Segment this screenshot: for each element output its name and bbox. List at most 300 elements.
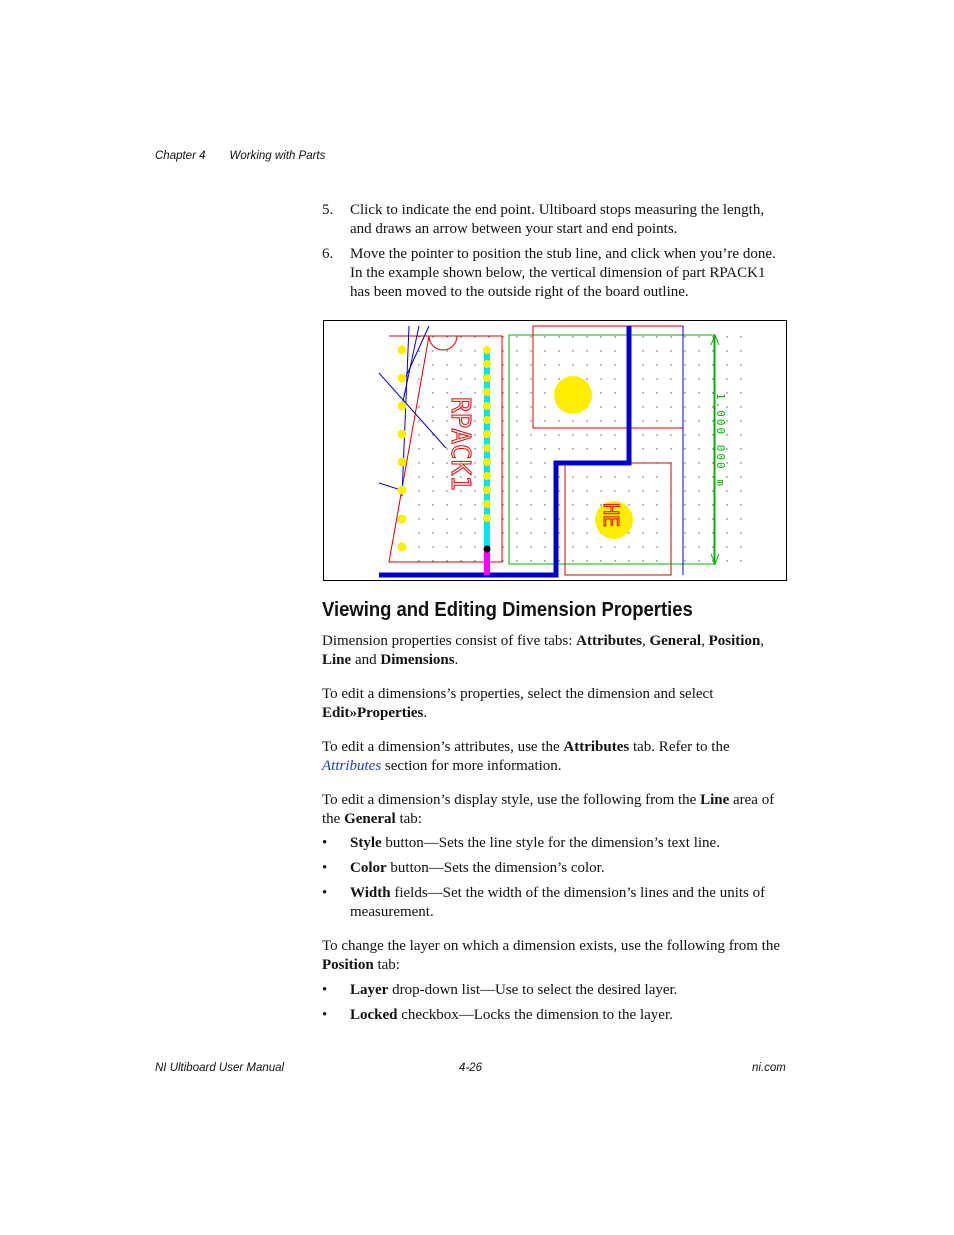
grid-dot xyxy=(474,560,475,561)
grid-dot xyxy=(544,350,545,351)
grid-dot xyxy=(586,504,587,505)
grid-dot xyxy=(544,518,545,519)
pad xyxy=(398,430,407,439)
tab-name-line: Line xyxy=(322,652,352,668)
attributes-link[interactable]: Attributes xyxy=(322,758,382,774)
grid-dot xyxy=(656,504,657,505)
grid-dot xyxy=(740,378,741,379)
footer-site: ni.com xyxy=(752,1062,786,1074)
grid-dot xyxy=(460,504,461,505)
pad xyxy=(398,515,407,524)
grid-dot xyxy=(544,476,545,477)
grid-dot xyxy=(698,392,699,393)
grid-dot xyxy=(516,560,517,561)
grid-dot xyxy=(684,476,685,477)
grid-dot xyxy=(628,476,629,477)
grid-dot xyxy=(684,490,685,491)
grid-dot xyxy=(642,546,643,547)
text-run: area of the xyxy=(322,792,775,827)
grid-dot xyxy=(516,504,517,505)
grid-dot xyxy=(474,518,475,519)
grid-dot xyxy=(712,476,713,477)
grid-dot xyxy=(474,350,475,351)
tab-name-general: General xyxy=(649,633,702,649)
pad xyxy=(483,430,491,438)
grid-dot xyxy=(502,546,503,547)
grid-dot xyxy=(600,490,601,491)
grid-dot xyxy=(740,504,741,505)
pad xyxy=(483,374,491,382)
text-run: . xyxy=(423,705,428,721)
grid-dot xyxy=(418,532,419,533)
grid-dot xyxy=(656,336,657,337)
item-text: button—Sets the line style for the dimension’s text line. xyxy=(381,835,720,851)
grid-dot xyxy=(572,518,573,519)
grid-dot xyxy=(418,364,419,365)
item-text: checkbox—Locks the dimension to the layer. xyxy=(397,1007,673,1023)
pad xyxy=(483,500,491,508)
grid-dot xyxy=(530,490,531,491)
list-item: • Locked checkbox—Locks the dimension to the layer. xyxy=(322,1007,673,1023)
grid-dot xyxy=(502,532,503,533)
grid-dot xyxy=(544,364,545,365)
item-term: Width xyxy=(350,885,391,901)
grid-dot xyxy=(712,364,713,365)
grid-dot xyxy=(712,420,713,421)
step-text: Move the pointer to position the stub line, and click when you’re done. In the example shown below, the vertical dimension of part RPACK1 has been moved to the outside right of the board outline. xyxy=(350,246,776,300)
grid-dot xyxy=(740,490,741,491)
grid-dot xyxy=(502,504,503,505)
grid-dot xyxy=(572,434,573,435)
grid-dot xyxy=(698,378,699,379)
grid-dot xyxy=(544,392,545,393)
grid-dot xyxy=(684,364,685,365)
grid-dot xyxy=(740,350,741,351)
item-term: Layer xyxy=(350,982,389,998)
footer-page-number: 4-26 xyxy=(459,1062,483,1074)
grid-dot xyxy=(628,490,629,491)
step-6 xyxy=(322,245,786,302)
grid-dot xyxy=(656,532,657,533)
grid-dot xyxy=(502,378,503,379)
grid-dot xyxy=(698,490,699,491)
grid-dot xyxy=(740,532,741,533)
grid-dot xyxy=(698,336,699,337)
grid-dot xyxy=(558,350,559,351)
grid-dot xyxy=(516,532,517,533)
grid-dot xyxy=(544,406,545,407)
grid-dot xyxy=(740,560,741,561)
grid-dot xyxy=(698,462,699,463)
grid-dot xyxy=(726,490,727,491)
grid-dot xyxy=(586,364,587,365)
grid-dot xyxy=(558,518,559,519)
grid-dot xyxy=(432,560,433,561)
grid-dot xyxy=(558,504,559,505)
grid-dot xyxy=(446,350,447,351)
paragraph-tabs xyxy=(322,632,786,670)
grid-dot xyxy=(684,336,685,337)
bullet-list-position xyxy=(322,981,786,1025)
pad xyxy=(398,374,407,383)
pad xyxy=(483,388,491,396)
grid-dot xyxy=(432,518,433,519)
footer-manual-title: NI Ultiboard User Manual xyxy=(155,1062,285,1074)
grid-dot xyxy=(698,420,699,421)
section-title: Viewing and Editing Dimension Properties xyxy=(322,598,693,621)
text-run: tab: xyxy=(395,811,422,827)
grid-dot xyxy=(726,532,727,533)
pad xyxy=(398,543,407,552)
grid-dot xyxy=(642,406,643,407)
grid-dot xyxy=(572,476,573,477)
grid-dot xyxy=(698,434,699,435)
grid-dot xyxy=(474,532,475,533)
grid-dot xyxy=(572,336,573,337)
text-run: section for more information. xyxy=(381,758,562,774)
grid-dot xyxy=(698,364,699,365)
grid-dot xyxy=(516,406,517,407)
text-run: , xyxy=(760,633,765,649)
grid-dot xyxy=(418,406,419,407)
grid-dot xyxy=(474,392,475,393)
grid-dot xyxy=(488,336,489,337)
pad xyxy=(483,514,491,522)
menu-path: Edit»Properties xyxy=(322,705,424,721)
grid-dot xyxy=(656,350,657,351)
grid-dot xyxy=(474,336,475,337)
grid-dot xyxy=(418,560,419,561)
grid-dot xyxy=(460,364,461,365)
grid-dot xyxy=(502,448,503,449)
grid-dot xyxy=(642,518,643,519)
grid-dot xyxy=(614,476,615,477)
grid-dot xyxy=(740,462,741,463)
grid-dot xyxy=(530,420,531,421)
grid-dot xyxy=(656,546,657,547)
pcb-drawing xyxy=(324,321,786,580)
item-term: Locked xyxy=(350,1007,398,1023)
grid-dot xyxy=(740,518,741,519)
grid-dot xyxy=(460,560,461,561)
grid-dot xyxy=(460,378,461,379)
thin-trace xyxy=(379,373,446,448)
grid-dot xyxy=(726,546,727,547)
text-run: tab. Refer to the xyxy=(629,739,730,755)
grid-dot xyxy=(698,546,699,547)
grid-dot xyxy=(558,364,559,365)
grid-dot xyxy=(642,476,643,477)
grid-dot xyxy=(544,560,545,561)
grid-dot xyxy=(642,364,643,365)
tab-name-dimensions: Dimensions xyxy=(380,652,455,668)
grid-dot xyxy=(418,350,419,351)
text-run: To change the layer on which a dimension exists, use the following from the xyxy=(322,938,781,954)
grid-dot xyxy=(474,504,475,505)
grid-dot xyxy=(516,392,517,393)
grid-dot xyxy=(544,462,545,463)
grid-dot xyxy=(726,336,727,337)
grid-dot xyxy=(684,518,685,519)
grid-dot xyxy=(432,546,433,547)
grid-dot xyxy=(502,392,503,393)
grid-dot xyxy=(600,434,601,435)
grid-dot xyxy=(516,462,517,463)
grid-dot xyxy=(432,364,433,365)
grid-dot xyxy=(418,546,419,547)
grid-dot xyxy=(740,448,741,449)
grid-dot xyxy=(656,392,657,393)
section-label: Working with Parts xyxy=(229,150,326,162)
grid-dot xyxy=(572,546,573,547)
big-pad-upper xyxy=(554,376,592,414)
grid-dot xyxy=(460,518,461,519)
text-run: and xyxy=(351,652,381,668)
grid-dot xyxy=(530,532,531,533)
tab-name-attributes: Attributes xyxy=(576,633,642,649)
grid-dot xyxy=(628,532,629,533)
grid-dot xyxy=(460,350,461,351)
grid-dot xyxy=(642,560,643,561)
grid-dot xyxy=(530,462,531,463)
grid-dot xyxy=(558,560,559,561)
grid-dot xyxy=(446,504,447,505)
grid-dot xyxy=(558,420,559,421)
grid-dot xyxy=(656,434,657,435)
grid-dot xyxy=(586,546,587,547)
grid-dot xyxy=(642,532,643,533)
grid-dot xyxy=(586,532,587,533)
he-label: HE xyxy=(599,503,623,528)
paragraph-attributes xyxy=(322,738,786,776)
grid-dot xyxy=(698,532,699,533)
grid-dot xyxy=(418,434,419,435)
grid-dot xyxy=(460,532,461,533)
grid-dot xyxy=(516,364,517,365)
grid-dot xyxy=(684,434,685,435)
steps-list xyxy=(322,201,786,302)
grid-dot xyxy=(740,420,741,421)
grid-dot xyxy=(600,448,601,449)
grid-dot xyxy=(656,406,657,407)
grid-dot xyxy=(544,434,545,435)
grid-dot xyxy=(502,406,503,407)
grid-dot xyxy=(544,336,545,337)
grid-dot xyxy=(670,434,671,435)
grid-dot xyxy=(418,420,419,421)
grid-dot xyxy=(726,560,727,561)
pad xyxy=(483,472,491,480)
grid-dot xyxy=(516,490,517,491)
grid-dot xyxy=(670,406,671,407)
grid-dot xyxy=(460,392,461,393)
grid-dot xyxy=(418,448,419,449)
grid-dot xyxy=(516,546,517,547)
grid-dot xyxy=(642,336,643,337)
grid-dot xyxy=(642,490,643,491)
list-item: • Layer drop-down list—Use to select the desired layer. xyxy=(322,982,678,998)
step-number: 5. xyxy=(322,202,334,218)
grid-dot xyxy=(516,518,517,519)
paragraph-edit-properties xyxy=(322,685,786,723)
grid-dot xyxy=(572,364,573,365)
grid-dot xyxy=(432,448,433,449)
list-item: • Width fields—Set the width of the dimension’s lines and the units of measurement. xyxy=(322,885,766,920)
grid-dot xyxy=(740,336,741,337)
grid-dot xyxy=(712,518,713,519)
grid-dot xyxy=(460,336,461,337)
grid-dot xyxy=(614,490,615,491)
grid-dot xyxy=(544,448,545,449)
thick-trace xyxy=(379,326,629,575)
grid-dot xyxy=(502,560,503,561)
grid-dot xyxy=(614,364,615,365)
item-term: Color xyxy=(350,860,387,876)
dimension-text: 1.000 000 m xyxy=(714,393,727,488)
grid-dot xyxy=(698,518,699,519)
grid-dot xyxy=(418,476,419,477)
grid-dot xyxy=(670,420,671,421)
grid-dot xyxy=(684,378,685,379)
grid-dot xyxy=(530,434,531,435)
grid-dot xyxy=(628,504,629,505)
grid-dot xyxy=(614,378,615,379)
grid-dot xyxy=(530,392,531,393)
pad xyxy=(398,486,407,495)
grid-dot xyxy=(656,364,657,365)
grid-dot xyxy=(432,476,433,477)
grid-dot xyxy=(502,420,503,421)
grid-dot xyxy=(670,392,671,393)
grid-dot xyxy=(642,448,643,449)
grid-dot xyxy=(670,336,671,337)
grid-dot xyxy=(656,420,657,421)
grid-dot xyxy=(712,546,713,547)
grid-dot xyxy=(460,546,461,547)
grid-dot xyxy=(656,476,657,477)
grid-dot xyxy=(530,518,531,519)
grid-dot xyxy=(544,490,545,491)
text-run: , xyxy=(641,633,650,649)
grid-dot xyxy=(474,378,475,379)
pcb-figure xyxy=(323,320,787,581)
tab-name-attributes: Attributes xyxy=(563,739,630,755)
grid-dot xyxy=(628,546,629,547)
grid-dot xyxy=(600,392,601,393)
grid-dot xyxy=(600,364,601,365)
grid-dot xyxy=(698,350,699,351)
grid-dot xyxy=(712,532,713,533)
grid-dot xyxy=(558,476,559,477)
grid-dot xyxy=(684,560,685,561)
grid-dot xyxy=(726,350,727,351)
grid-dot xyxy=(614,420,615,421)
grid-dot xyxy=(558,448,559,449)
text-run: Dimension properties consist of five tabs: xyxy=(322,633,577,649)
grid-dot xyxy=(530,504,531,505)
grid-dot xyxy=(642,350,643,351)
grid-dot xyxy=(432,462,433,463)
grid-dot xyxy=(726,504,727,505)
grid-dot xyxy=(740,364,741,365)
pad xyxy=(398,458,407,467)
grid-dot xyxy=(446,392,447,393)
grid-dot xyxy=(558,434,559,435)
grid-dot xyxy=(726,518,727,519)
grid-dot xyxy=(516,448,517,449)
grid-dot xyxy=(502,350,503,351)
grid-dot xyxy=(684,532,685,533)
grid-dot xyxy=(446,532,447,533)
pad xyxy=(483,458,491,466)
pad xyxy=(398,402,407,411)
grid-dot xyxy=(502,518,503,519)
grid-dot xyxy=(502,434,503,435)
grid-dot xyxy=(600,420,601,421)
grid-dot xyxy=(712,392,713,393)
grid-dot xyxy=(698,448,699,449)
grid-dot xyxy=(656,490,657,491)
grid-dot xyxy=(670,448,671,449)
step-number: 6. xyxy=(322,246,334,262)
grid-dot xyxy=(586,490,587,491)
upper-part-outline xyxy=(533,326,683,428)
tab-name-position: Position xyxy=(322,957,374,973)
item-text: fields—Set the width of the dimension’s lines and the units of measurement. xyxy=(350,885,766,920)
grid-dot xyxy=(684,406,685,407)
grid-dot xyxy=(600,336,601,337)
grid-dot xyxy=(544,546,545,547)
grid-dot xyxy=(684,392,685,393)
grid-dot xyxy=(586,350,587,351)
grid-dot xyxy=(656,518,657,519)
grid-dot xyxy=(600,560,601,561)
list-item: • Style button—Sets the line style for the dimension’s text line. xyxy=(322,835,720,851)
grid-dot xyxy=(586,336,587,337)
running-header xyxy=(155,150,325,162)
grid-dot xyxy=(432,504,433,505)
grid-dot xyxy=(418,504,419,505)
chapter-label: Chapter 4 xyxy=(155,150,206,162)
grid-dot xyxy=(418,378,419,379)
grid-dot xyxy=(614,434,615,435)
grid-dot xyxy=(558,378,559,379)
grid-dot xyxy=(446,378,447,379)
grid-dot xyxy=(572,350,573,351)
grid-dot xyxy=(446,336,447,337)
grid-dot xyxy=(684,350,685,351)
grid-dot xyxy=(558,546,559,547)
grid-dot xyxy=(642,420,643,421)
grid-dot xyxy=(530,364,531,365)
step-text: Click to indicate the end point. Ultiboard stops measuring the length, and draws an arrow between your start and end points. xyxy=(350,202,765,237)
grid-dot xyxy=(698,504,699,505)
grid-dot xyxy=(432,336,433,337)
grid-dot xyxy=(572,532,573,533)
grid-dot xyxy=(530,406,531,407)
grid-dot xyxy=(558,336,559,337)
pad xyxy=(483,416,491,424)
grid-dot xyxy=(418,490,419,491)
grid-dot xyxy=(586,434,587,435)
grid-dot xyxy=(628,560,629,561)
grid-dot xyxy=(740,476,741,477)
pad xyxy=(483,346,491,354)
grid-dot xyxy=(684,504,685,505)
grid-dot xyxy=(600,350,601,351)
grid-dot xyxy=(586,448,587,449)
grid-dot xyxy=(558,490,559,491)
